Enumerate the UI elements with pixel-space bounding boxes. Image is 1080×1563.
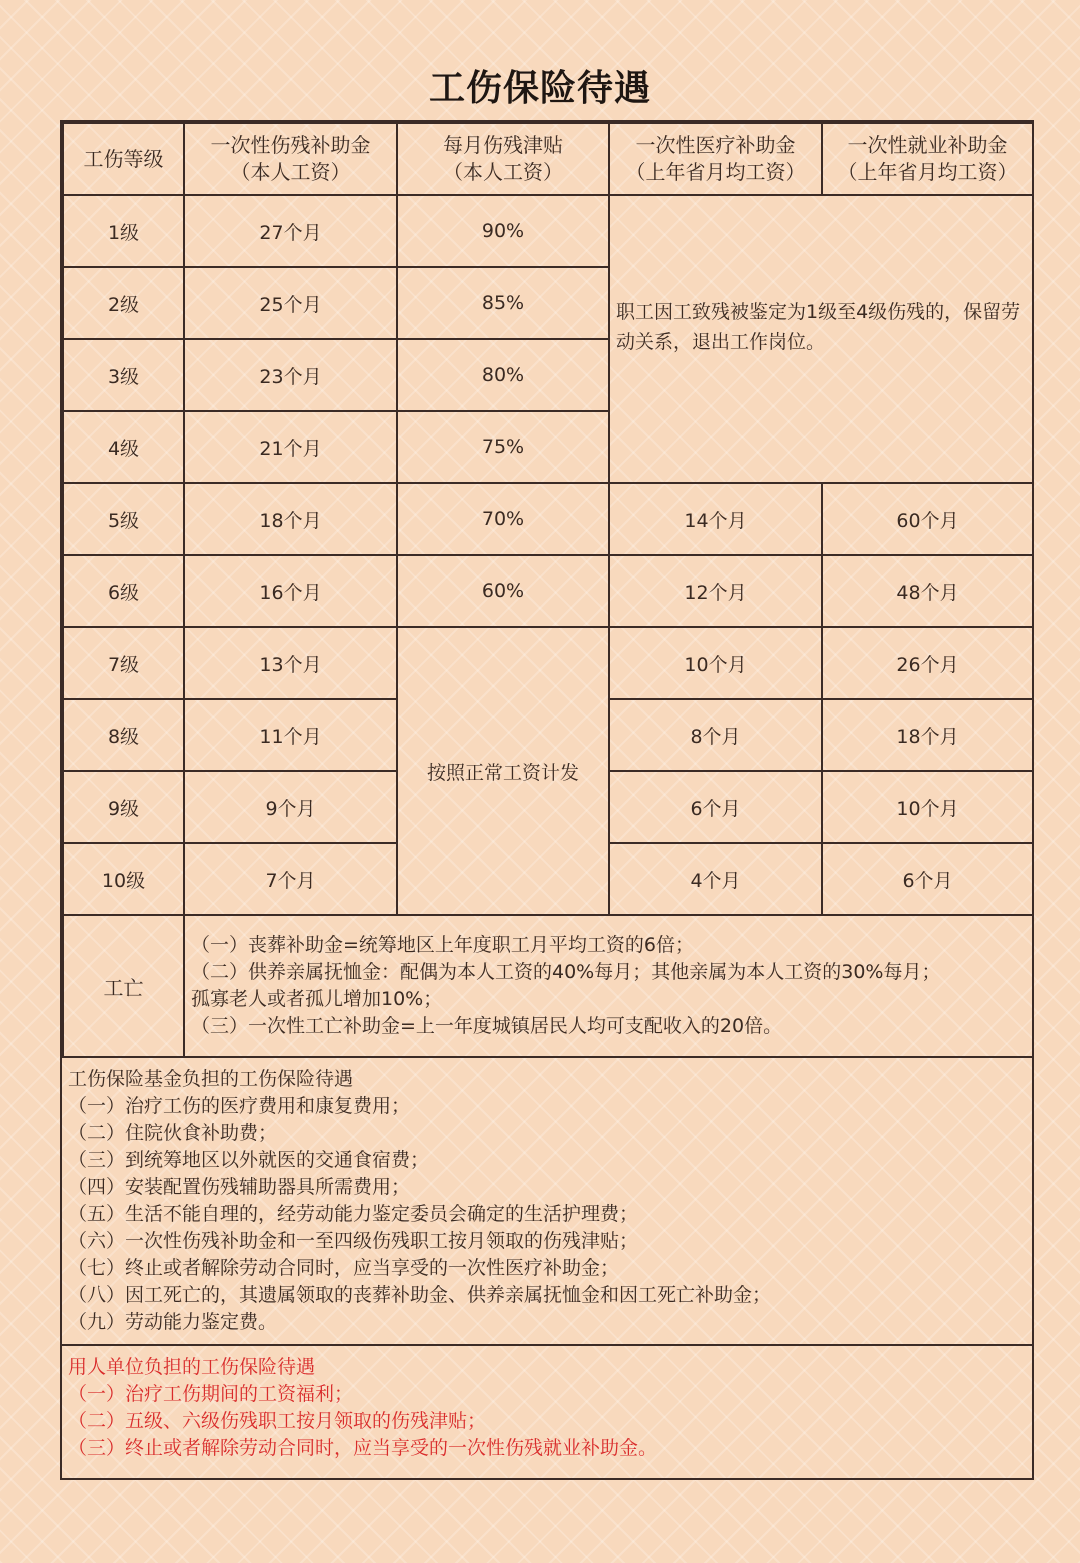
- employer-item: （二）五级、六级伤残职工按月领取的伤残津贴；: [68, 1410, 487, 1432]
- employment-lump-cell: 6个月: [822, 843, 1033, 915]
- fund-item: （三）到统筹地区以外就医的交通食宿费；: [68, 1149, 430, 1171]
- medical-lump-cell: 6个月: [609, 771, 822, 843]
- fund-item: （二）住院伙食补助费；: [68, 1122, 278, 1144]
- normal-wage-cell: 按照正常工资计发: [397, 627, 609, 915]
- page-title: 工伤保险待遇: [428, 68, 651, 109]
- employment-lump-cell: 26个月: [822, 627, 1033, 699]
- fund-item: （六）一次性伤残补助金和一至四级伤残职工按月领取的伤残津贴；: [68, 1230, 639, 1252]
- disability-lump-cell: 23个月: [184, 339, 397, 411]
- benefits-table: [62, 122, 1034, 1058]
- employment-lump-cell: 18个月: [822, 699, 1033, 771]
- death-item: 孤寡老人或者孤儿增加10%；: [191, 988, 443, 1010]
- header-employment-lump: 一次性就业补助金 （上年省月均工资）: [822, 123, 1033, 195]
- monthly-cell: 75%: [397, 411, 609, 483]
- employment-lump-cell: 60个月: [822, 483, 1033, 555]
- disability-lump-cell: 18个月: [184, 483, 397, 555]
- header-medical-lump: 一次性医疗补助金 （上年省月均工资）: [609, 123, 822, 195]
- monthly-cell: 60%: [397, 555, 609, 627]
- header-disability-lump: 一次性伤残补助金 （本人工资）: [184, 123, 397, 195]
- medical-lump-cell: 8个月: [609, 699, 822, 771]
- employer-item: （三）终止或者解除劳动合同时，应当享受的一次性伤残就业补助金。: [68, 1437, 658, 1459]
- grade-cell: 8级: [63, 699, 184, 771]
- disability-lump-cell: 11个月: [184, 699, 397, 771]
- disability-lump-cell: 9个月: [184, 771, 397, 843]
- disability-lump-cell: 27个月: [184, 195, 397, 267]
- fund-item: （五）生活不能自理的，经劳动能力鉴定委员会确定的生活护理费；: [68, 1203, 639, 1225]
- employment-lump-cell: 10个月: [822, 771, 1033, 843]
- fund-item: （一）治疗工伤的医疗费用和康复费用；: [68, 1095, 411, 1117]
- fund-item: （八）因工死亡的，其遗属领取的丧葬补助金、供养亲属抚恤金和因工死亡补助金；: [68, 1284, 772, 1306]
- death-label: 工亡: [63, 915, 184, 1057]
- death-item: （二）供养亲属抚恤金：配偶为本人工资的40%每月；其他亲属为本人工资的30%每月；: [191, 961, 941, 983]
- medical-lump-cell: 14个月: [609, 483, 822, 555]
- grade-cell: 9级: [63, 771, 184, 843]
- grade-cell: 2级: [63, 267, 184, 339]
- medical-lump-cell: 10个月: [609, 627, 822, 699]
- grade-cell: 10级: [63, 843, 184, 915]
- benefits-sheet: [60, 120, 1034, 1480]
- grade-cell: 4级: [63, 411, 184, 483]
- grade-cell: 3级: [63, 339, 184, 411]
- death-item: （三）一次性工亡补助金=上一年度城镇居民人均可支配收入的20倍。: [191, 1015, 783, 1037]
- grade-1-4-note: 职工因工致残被鉴定为1级至4级伤残的，保留劳动关系，退出工作岗位。: [609, 195, 1033, 483]
- fund-section-title: 工伤保险基金负担的工伤保险待遇: [68, 1068, 354, 1090]
- disability-lump-cell: 13个月: [184, 627, 397, 699]
- death-row: [63, 915, 1033, 1057]
- disability-lump-cell: 7个月: [184, 843, 397, 915]
- fund-item: （七）终止或者解除劳动合同时，应当享受的一次性医疗补助金；: [68, 1257, 620, 1279]
- table-row: [63, 483, 1033, 555]
- monthly-cell: 90%: [397, 195, 609, 267]
- medical-lump-cell: 12个月: [609, 555, 822, 627]
- table-row: [63, 555, 1033, 627]
- table-header-row: [63, 123, 1033, 195]
- monthly-cell: 70%: [397, 483, 609, 555]
- disability-lump-cell: 21个月: [184, 411, 397, 483]
- header-monthly-allowance: 每月伤残津贴 （本人工资）: [397, 123, 609, 195]
- employment-lump-cell: 48个月: [822, 555, 1033, 627]
- table-row: [63, 627, 1033, 699]
- monthly-cell: 80%: [397, 339, 609, 411]
- employer-section: [62, 1344, 1032, 1472]
- death-benefits: [184, 915, 1033, 1057]
- table-row: [63, 195, 1033, 267]
- disability-lump-cell: 16个月: [184, 555, 397, 627]
- grade-cell: 1级: [63, 195, 184, 267]
- monthly-cell: 85%: [397, 267, 609, 339]
- fund-item: （四）安装配置伤残辅助器具所需费用；: [68, 1176, 411, 1198]
- grade-cell: 5级: [63, 483, 184, 555]
- medical-lump-cell: 4个月: [609, 843, 822, 915]
- death-item: （一）丧葬补助金=统筹地区上年度职工月平均工资的6倍；: [191, 934, 695, 956]
- disability-lump-cell: 25个月: [184, 267, 397, 339]
- employer-section-title: 用人单位负担的工伤保险待遇: [68, 1356, 316, 1378]
- grade-cell: 7级: [63, 627, 184, 699]
- fund-section: [62, 1058, 1032, 1344]
- header-grade: 工伤等级: [63, 123, 184, 195]
- grade-cell: 6级: [63, 555, 184, 627]
- fund-item: （九）劳动能力鉴定费。: [68, 1311, 278, 1333]
- employer-item: （一）治疗工伤期间的工资福利；: [68, 1383, 354, 1405]
